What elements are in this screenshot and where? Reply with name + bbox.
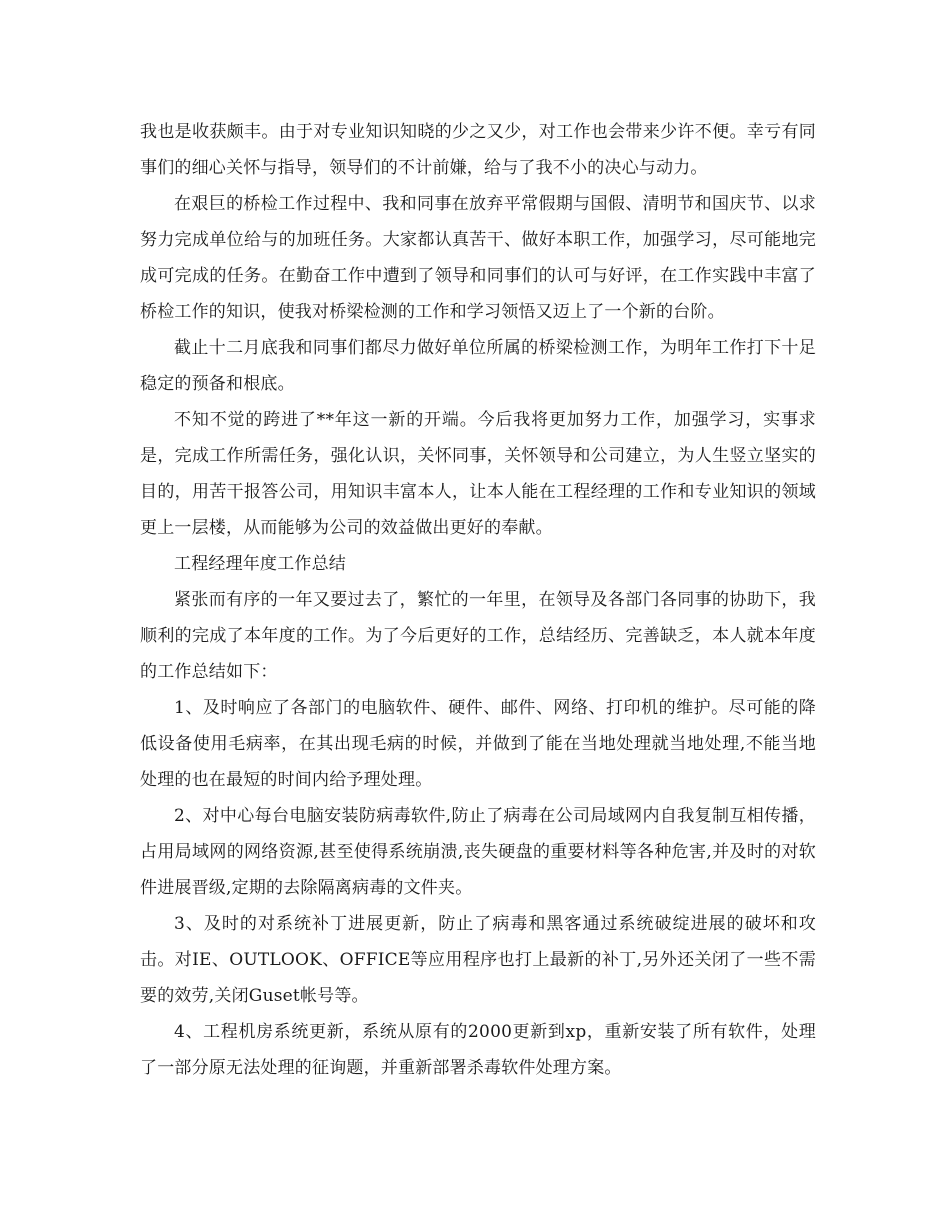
section-heading: 工程经理年度工作总结 [174, 554, 346, 574]
list-item-2: 2、对中心每台电脑安装防病毒软件,防止了病毒在公司局域网内自我复制互相传播，占用局域网的网络资源,甚至使得系统崩溃,丧失硬盘的重要材料等各种危害,并及时的对软件进展晋级,定期的去除隔离病毒的文件夹。 [140, 806, 816, 898]
list-item-3: 3、及时的对系统补丁进展更新，防止了病毒和黑客通过系统破绽进展的破坏和攻击。对IE、OUTLOOK、OFFICE等应用程序也打上最新的补丁,另外还关闭了一些不需要的效劳,关闭Guset帐号等。 [140, 914, 816, 1006]
list-item-1: 1、及时响应了各部门的电脑软件、硬件、邮件、网络、打印机的维护。尽可能的降低设备使用毛病率，在其出现毛病的时候，并做到了能在当地处理就当地处理,不能当地处理的也在最短的时间内给予理处理。 [140, 698, 816, 790]
paragraph-1: 我也是收获颇丰。由于对专业知识知晓的少之又少，对工作也会带来少许不便。幸亏有同事们的细心关怀与指导，领导们的不计前嫌，给与了我不小的决心与动力。 [140, 122, 816, 178]
paragraph-6: 紧张而有序的一年又要过去了，繁忙的一年里，在领导及各部门各同事的协助下，我顺利的完成了本年度的工作。为了今后更好的工作，总结经历、完善缺乏，本人就本年度的工作总结如下： [140, 590, 816, 682]
document-body [140, 114, 816, 1086]
paragraph-4: 不知不觉的跨进了**年这一新的开端。今后我将更加努力工作，加强学习，实事求是，完成工作所需任务，强化认识，关怀同事，关怀领导和公司建立，为人生竖立坚实的目的，用苦干报答公司，用知识丰富本人，让本人能在工程经理的工作和专业知识的领域更上一层楼，从而能够为公司的效益做出更好的奉献。 [140, 410, 816, 538]
list-item-4: 4、工程机房系统更新，系统从原有的2000更新到xp，重新安装了所有软件，处理了一部分原无法处理的征询题，并重新部署杀毒软件处理方案。 [140, 1022, 816, 1078]
paragraph-2: 在艰巨的桥检工作过程中、我和同事在放弃平常假期与国假、清明节和国庆节、以求努力完成单位给与的加班任务。大家都认真苦干、做好本职工作，加强学习，尽可能地完成可完成的任务。在勤奋工作中遭到了领导和同事们的认可与好评，在工作实践中丰富了桥检工作的知识，使我对桥梁检测的工作和学习领悟又迈上了一个新的台阶。 [140, 194, 816, 322]
paragraph-3: 截止十二月底我和同事们都尽力做好单位所属的桥梁检测工作，为明年工作打下十足稳定的预备和根底。 [140, 338, 816, 394]
